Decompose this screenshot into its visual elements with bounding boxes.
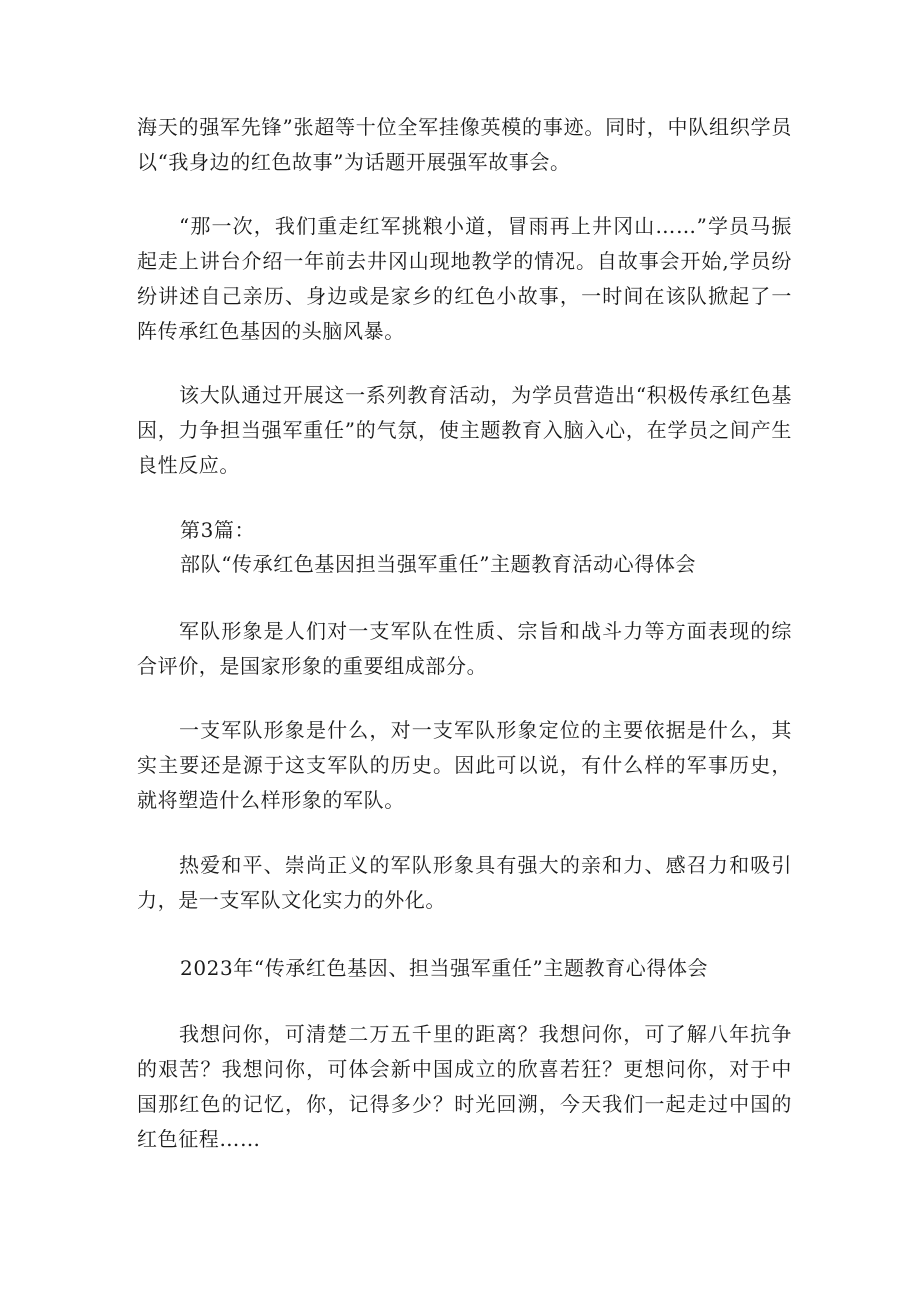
- subtitle: 2023年“传承红色基因、担当强军重任”主题教育心得体会: [180, 956, 709, 980]
- paragraph-peace-justice: 热爱和平、崇尚正义的军队形象具有强大的亲和力、感召力和吸引力，是一支军队文化实力的外化。: [137, 853, 792, 912]
- paragraph-questions: 我想问你，可清楚二万五千里的距离？我想问你，可了解八年抗争的艰苦？我想问你，可体会新中国成立的欣喜若狂？更想问你，对于中国那红色的记忆，你，记得多少？时光回溯，今天我们一起走过中国的红色征程……: [137, 1022, 792, 1151]
- paragraph-story-meeting: “那一次，我们重走红军挑粮小道，冒雨再上井冈山……”学员马振起走上讲台介绍一年前去井冈山现地教学的情况。自故事会开始,学员纷纷讲述自己亲历、身边或是家乡的红色小故事，一时间在该队掀起了一阵传承红色基因的头脑风暴。: [137, 214, 792, 343]
- paragraph-summary: 该大队通过开展这一系列教育活动，为学员营造出“积极传承红色基因，力争担当强军重任”的气氛，使主题教育入脑入心，在学员之间产生良性反应。: [137, 383, 792, 477]
- section-label: 第3篇：: [180, 518, 256, 542]
- paragraph-military-history: 一支军队形象是什么，对一支军队形象定位的主要依据是什么，其实主要还是源于这支军队的历史。因此可以说，有什么样的军事历史，就将塑造什么样形象的军队。: [137, 718, 792, 812]
- paragraph-military-image: 军队形象是人们对一支军队在性质、宗旨和战斗力等方面表现的综合评价，是国家形象的重要组成部分。: [137, 619, 792, 678]
- paragraph-continuation: 海天的强军先锋”张超等十位全军挂像英模的事迹。同时，中队组织学员以“我身边的红色故事”为话题开展强军故事会。: [137, 115, 792, 174]
- section-title: 部队“传承红色基因担当强军重任”主题教育活动心得体会: [180, 552, 697, 576]
